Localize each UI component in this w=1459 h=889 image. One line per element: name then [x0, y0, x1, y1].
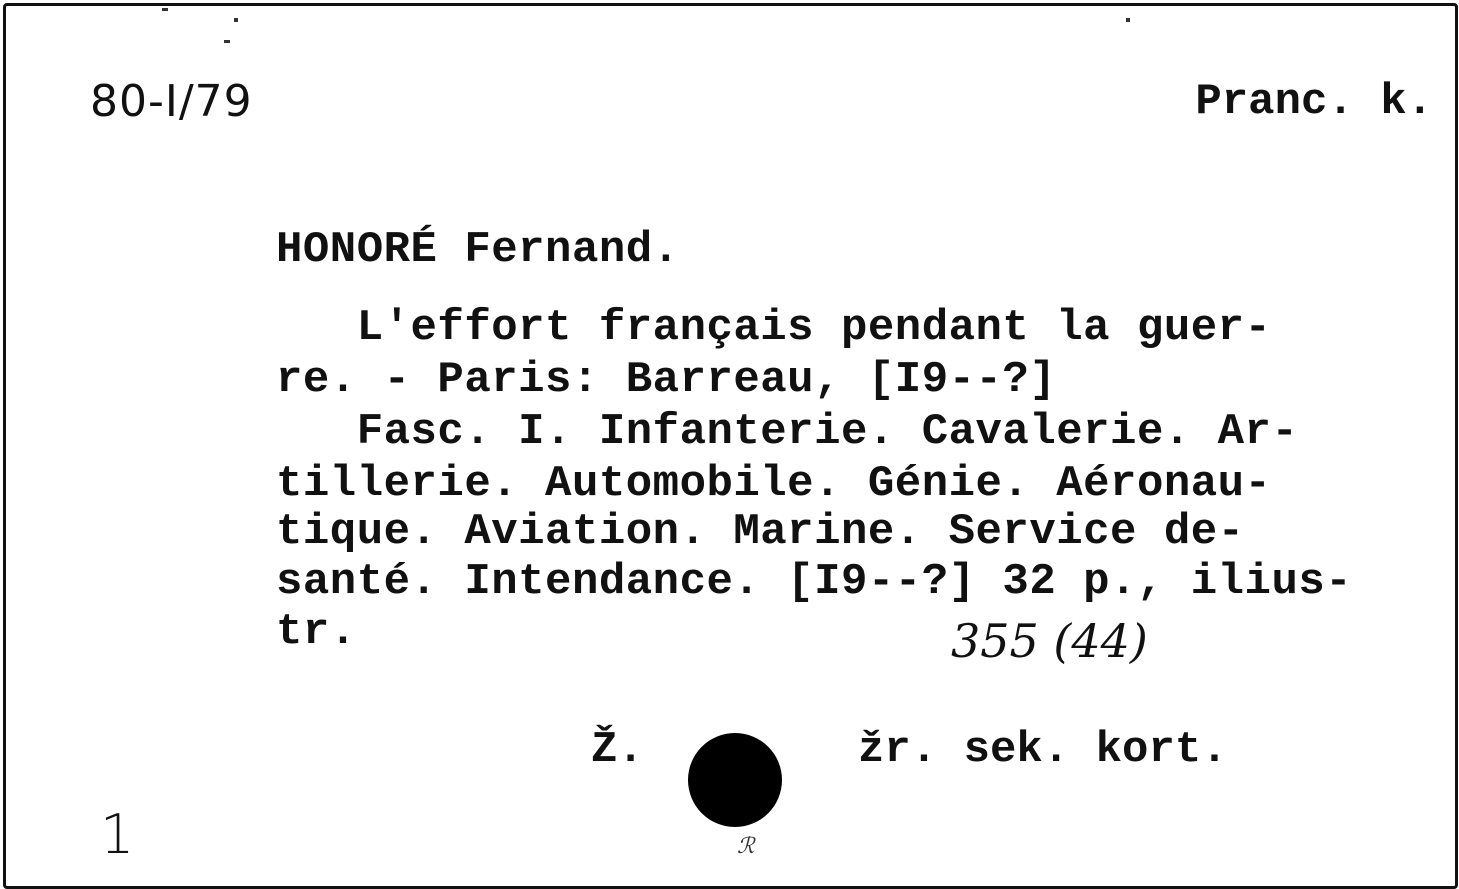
ink-speck — [1126, 18, 1130, 22]
description-line: santé. Intendance. [I9--?] 32 p., ilius- — [276, 557, 1353, 607]
ink-speck — [234, 18, 238, 22]
ink-speck — [162, 8, 168, 11]
ink-speck — [224, 40, 230, 43]
holdings-note: žr. sek. kort. — [858, 725, 1228, 775]
collection-label: Pranc. k. — [1195, 77, 1433, 127]
description-line: Fasc. I. Infanterie. Cavalerie. Ar- — [276, 407, 1299, 457]
handwritten-shelf-mark: 355 (44) — [951, 614, 1148, 668]
author-heading: HONORÉ Fernand. — [276, 225, 680, 275]
catalog-card — [3, 3, 1458, 889]
punch-hole — [688, 733, 782, 827]
description-line: tillerie. Automobile. Génie. Aéronau- — [276, 459, 1272, 509]
small-stamp-mark: ℛ — [737, 834, 755, 859]
location-letter: Ž. — [591, 725, 644, 775]
description-line: tique. Aviation. Marine. Service de- — [276, 507, 1245, 557]
call-number: 80-I/79 — [90, 76, 253, 127]
description-line: re. - Paris: Barreau, [I9--?] — [276, 355, 1057, 405]
description-line: L'effort français pendant la guer- — [276, 303, 1272, 353]
sequence-number: 1 — [100, 803, 135, 866]
description-line: tr. — [276, 607, 357, 657]
